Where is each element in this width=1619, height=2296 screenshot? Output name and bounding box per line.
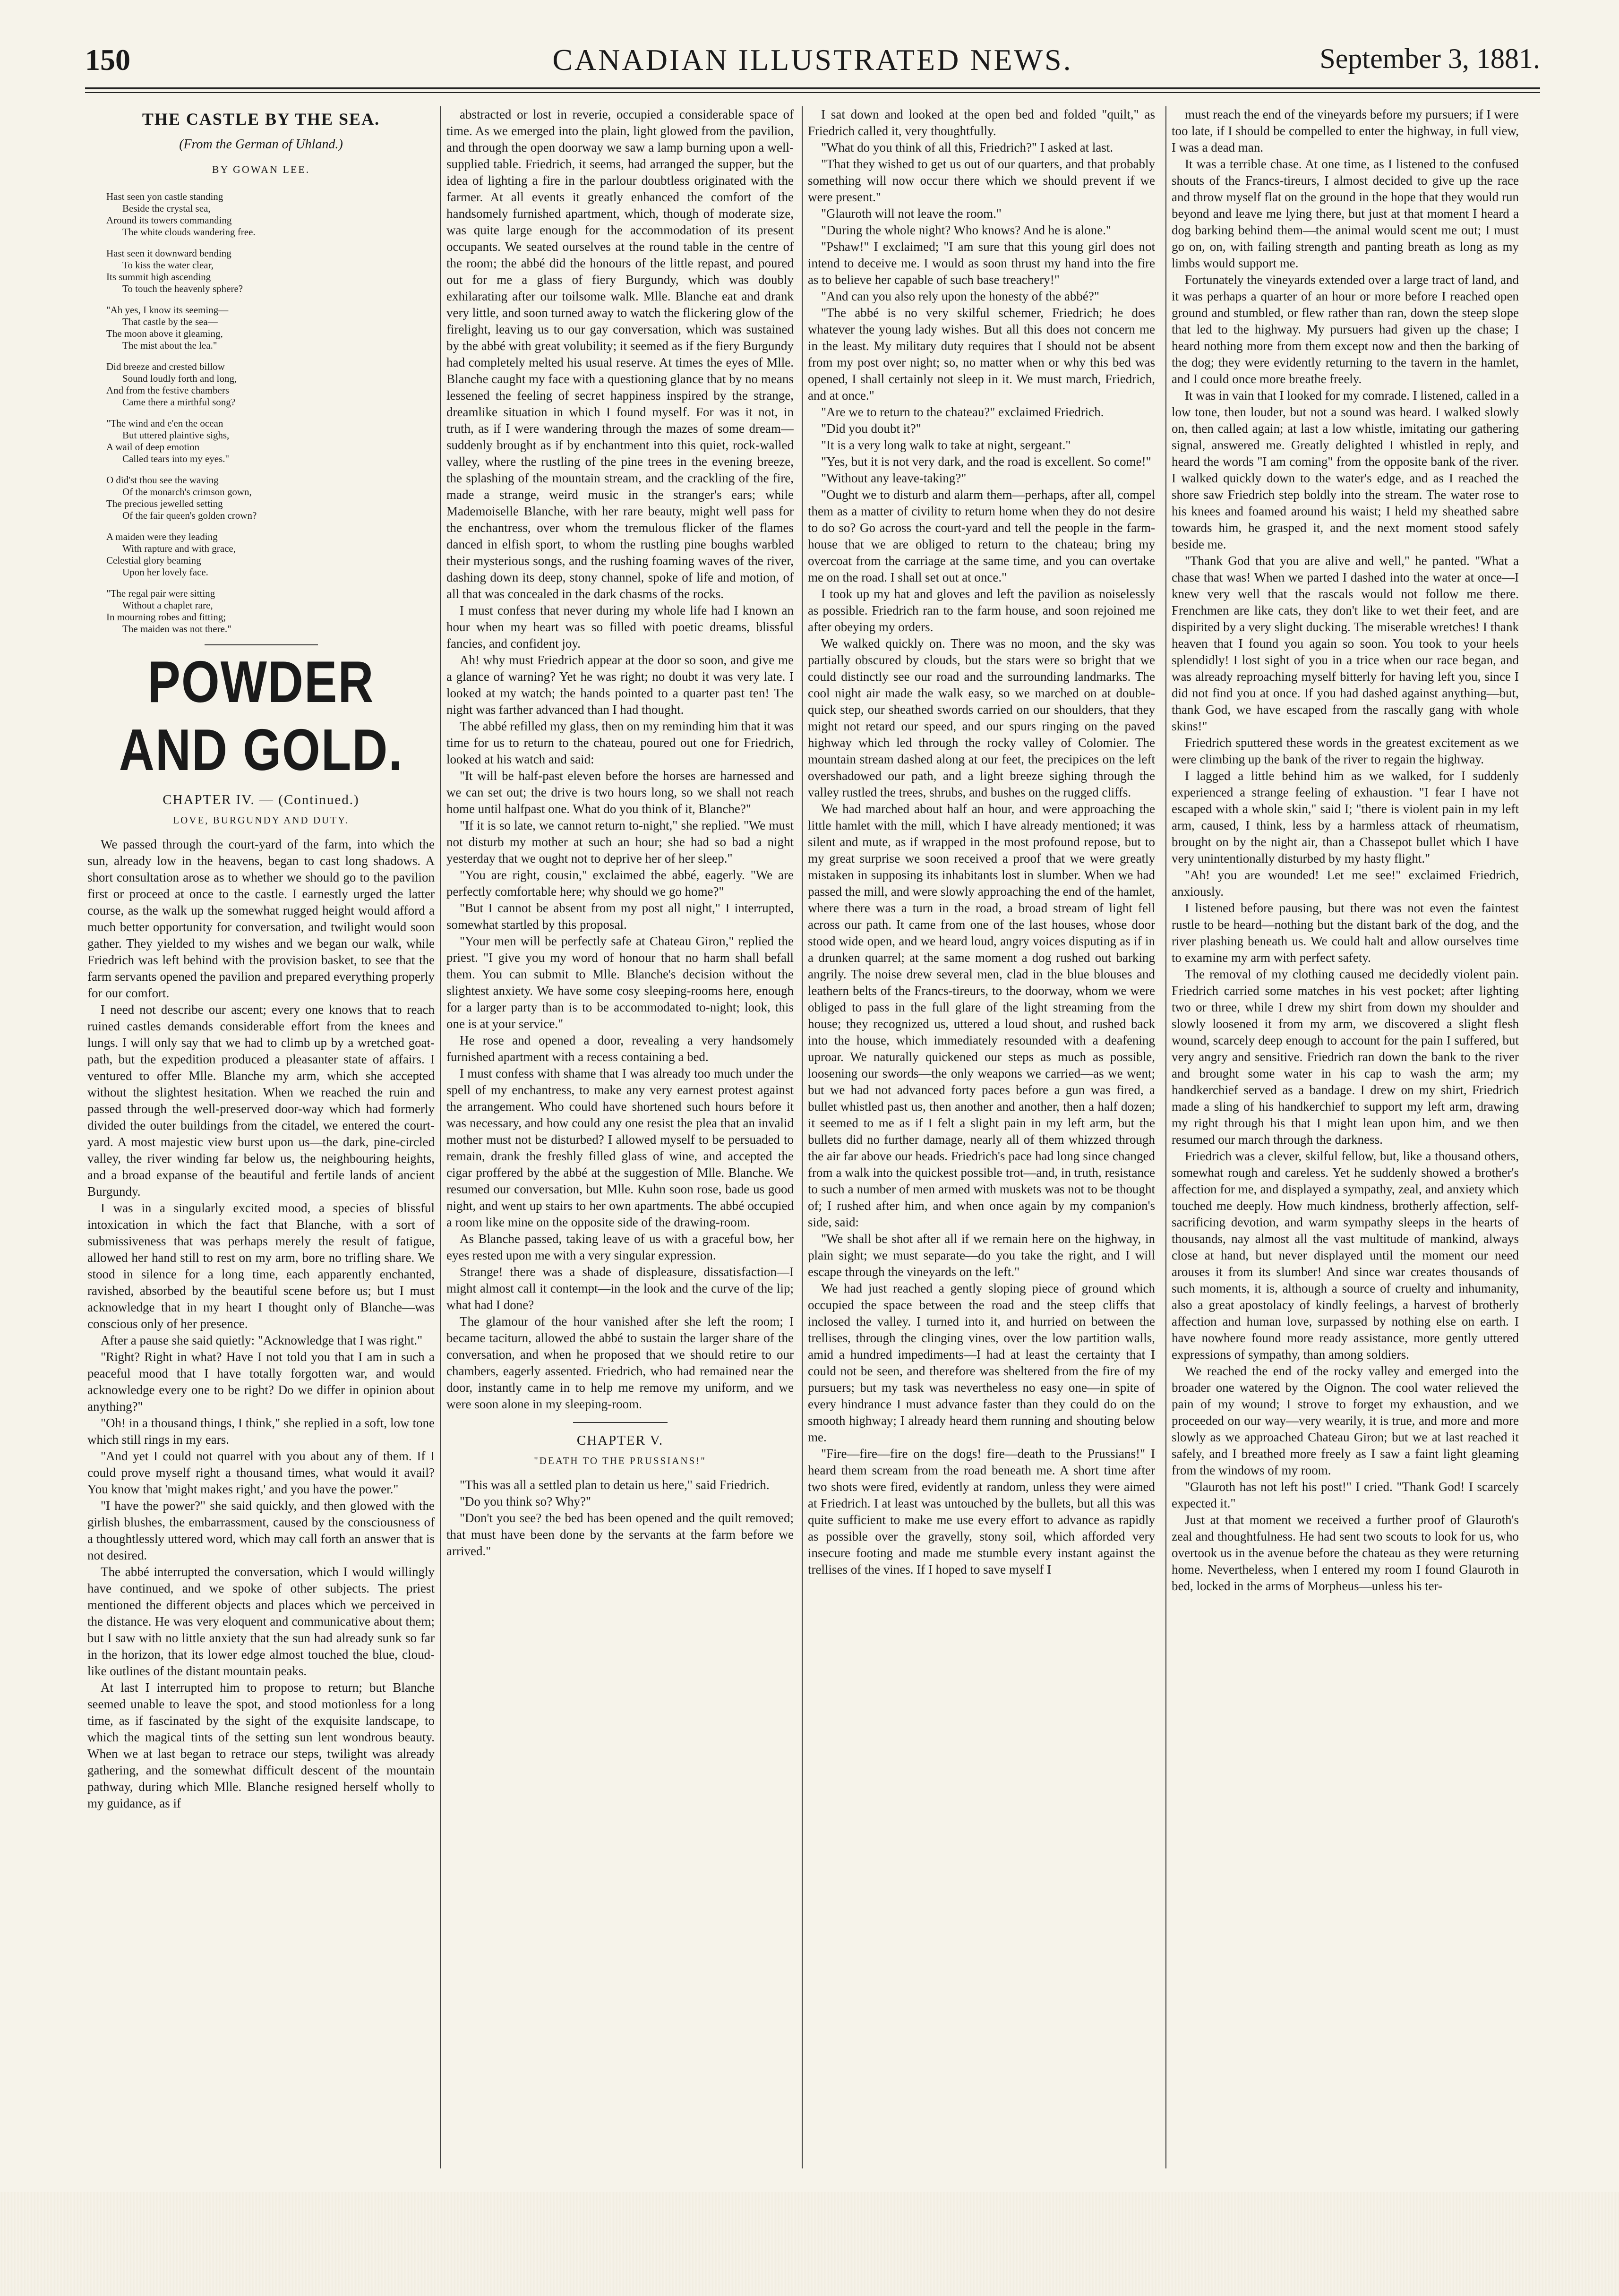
poem-stanza (87, 304, 435, 351)
column-divider (440, 106, 441, 2168)
paragraph: "Right? Right in what? Have I not told you that I am in such a peaceful mood that I have totally forgotten war, and would acknowledge every one to be right? Do we differ in opinion about anything?" (87, 1350, 435, 1414)
poem-line: And from the festive chambers (106, 385, 230, 396)
chapter-subtitle: LOVE, BURGUNDY AND DUTY. (173, 814, 349, 826)
poem-line: Upon her lovely face. (122, 566, 208, 578)
paragraph: "The abbé is no very skilful schemer, Friedrich; he does whatever the young lady wishes. But all this does not concern me in the least. My military duty requires that I should not be absent from my post over night; so, no matter when or why this bed was opened, I shall certainly not sleep in it. We must march, Friedrich, and at once." (808, 306, 1155, 403)
paragraph: "Fire—fire—fire on the dogs! fire—death to the Prussians!" I heard them scream from the road beneath me. A short time after two shots were fired, evidently at random, unless they were aimed at Friedrich. I at least was untouched by the bullets, but all this was quite sufficient to make me use every effort to advance as rapidly as possible over the gravelly, stony soil, which afforded very insecure footing and made me stumble every instant against the trellises of the vines. If I hoped to save myself I (808, 1447, 1155, 1576)
paragraph: "Do you think so? Why?" (460, 1494, 591, 1508)
paragraph: The glamour of the hour vanished after she left the room; I became taciturn, allowed the abbé to sustain the larger share of the conversation, and when he proposed that we should retire to our chambers, eagerly assented. Friedrich, who had remained near the door, instantly came in to help me remove my uniform, and we were soon alone in my sleeping-room. (446, 1314, 794, 1411)
story-title: POWDER AND GOLD. (119, 649, 403, 783)
paragraph: "You are right, cousin," exclaimed the abbé, eagerly. "We are perfectly comfortable here; why should we go home?" (446, 868, 794, 899)
poem-line: Hast seen yon castle standing (106, 191, 223, 202)
paragraph: I was in a singularly excited mood, a species of blissful intoxication in which the fact that Blanche, with a sort of submissiveness that was perhaps merely the result of fatigue, allowed her hand still to rest on my arm, bore no trifling share. We stood in silence for a long time, each apparently enchanted, ravished, absorbed by the beautiful scene before us; but I must acknowledge that in my heart I thought only of Blanche—was conscious only of her presence. (87, 1201, 435, 1331)
paragraph: "It is a very long walk to take at night, sergeant." (821, 438, 1071, 452)
paragraph: "But I cannot be absent from my post all night," I interrupted, somewhat startled by this proposal. (446, 901, 794, 932)
paragraph: We walked quickly on. There was no moon, and the sky was partially obscured by clouds, but the stars were so bright that we could distinctly see our road and the surrounding landmarks. The cool night air made the walk easy, so we marched on at double-quick step, our sheathed swords carried on our shoulders, that they might not retard our speed, and our spurs ringing on the paved highway which led through the rocky valley of Colomier. The mountain stream dashed along at our feet, the precipices on the left overshadowed our path, and a light breeze sighing through the valley rustled the trees, shrubs, and bushes on the rugged cliffs. (808, 636, 1155, 799)
column-2 (446, 106, 794, 2168)
paragraph: We reached the end of the rocky valley and emerged into the broader one watered by the Oignon. The cool water relieved the pain of my wound; I strove to forget my exhaustion, and we proceeded on our way—very wearily, it is true, and more and more slowly as we approached Chateau Giron; but we at last reached it safely, and I breathed more freely as I saw a faint light gleaming from the windows of my room. (1172, 1364, 1519, 1477)
paragraph: After a pause she said quietly: "Acknowledge that I was right." (101, 1333, 423, 1347)
poem-line: A maiden were they leading (106, 531, 218, 542)
poem-line: With rapture and with grace, (122, 543, 236, 554)
chapter-subtitle: "DEATH TO THE PRUSSIANS!" (534, 1455, 706, 1466)
page-number: 150 (85, 43, 130, 77)
paragraph: We passed through the court-yard of the farm, into which the sun, already low in the heavens, began to cast long shadows. A short consultation arose as to whether we should go to the pavilion first or proceed at once to the castle. I earnestly urged the latter course, as the walk up the somewhat rugged height would afford a much better opportunity for conversation, and twilight would soon gather. They yielded to my wishes and we began our walk, while Friedrich was left behind with the provision basket, to see that the farm servants opened the pavilion and prepared everything properly for our comfort. (87, 837, 435, 1000)
paragraph: We had marched about half an hour, and were approaching the little hamlet with the mill, which I have already mentioned; it was silent and mute, as if wrapped in the most profound repose, but to my great surprise we soon received a proof that we were greatly mistaken in supposing its inhabitants lost in slumber. When we had passed the mill, and were slowly approaching the end of the hamlet, where there was a turn in the road, a broad stream of light fell across our path. It came from one of the last houses, whose door stood wide open, and we heard loud, angry voices disputing as if in a drunken quarrel; at the same moment a dog rushed out barking angrily. The noise drew several men, clad in the blue blouses and leathern belts of the Francs-tireurs, to the doorway, whom we were obliged to pass in the full glare of the light streaming from the house; they recognized us, uttered a loud shout, and rushed back into the house, which immediately resounded with a deafening uproar. We naturally quickened our steps as much as possible, loosening our swords—the only weapons we carried—as we went; but we had not advanced forty paces before a gun was fired, a bullet whistled past us, then another and another, then a half dozen; it seemed to me as if I felt a slight pain in my left arm, but the bullets did no further damage, nearly all of them whizzed through the air far above our heads. Friedrich's pace had long since changed from a walk into the quickest possible trot—and, in truth, resistance to such a number of men armed with muskets was not to be thought of; I rushed after him, and when once again by my companion's side, said: (808, 802, 1155, 1229)
poem-stanza (87, 361, 435, 408)
poem-line: "The wind and e'en the ocean (106, 418, 223, 429)
paragraph: "And yet I could not quarrel with you about any of them. If I could prove myself right a thousand times, what would it avail? You know that 'might makes right,' and you have the power." (87, 1449, 435, 1496)
poem-line: Hast seen it downward bending (106, 248, 231, 259)
masthead-rule-thin (85, 92, 1540, 93)
section-divider (205, 644, 318, 645)
poem-stanza (87, 418, 435, 465)
poem-line: Its summit high ascending (106, 271, 211, 283)
paragraph: I lagged a little behind him as we walked, for I suddenly experienced a strange feeling of exhaustion. "I fear I have not escaped with a whole skin," said I; "there is violent pain in my left arm, caused, I think, less by a harmless attack of rheumatism, brought on by the night air, than a Chassepot bullet which I have very unintentionally disturbed by my hasty flight." (1172, 769, 1519, 865)
chapter-divider (573, 1422, 668, 1423)
paragraph: "Oh! in a thousand things, I think," she replied in a soft, low tone which still rings in my ears. (87, 1416, 435, 1447)
paragraph: "What do you think of all this, Friedrich?" I asked at last. (821, 140, 1114, 154)
paragraph: "Thank God that you are alive and well," he panted. "What a chase that was! When we parted I dashed into the water at once—I knew very well that the rascals would not follow me there. Frenchmen are like cats, they don't like to wet their feet, and are dispirited by a very slight ducking. The miserable wretches! I thank heaven that I found you again so soon. You took to your heels splendidly! I lost sight of you in a trice when our race began, and was already reproaching myself bitterly for having left you, since I did not find you at once. If you had dashed against anything—but, thank God, we have escaped from the rascally gang with whole skins!" (1172, 554, 1519, 733)
paragraph: "Your men will be perfectly safe at Chateau Giron," replied the priest. "I give you my word of honour that no harm shall befall them. You can submit to Mlle. Blanche's decision without the slightest anxiety. We have some cosy sleeping-rooms here, enough for a larger party than is to be accommodated to-night; look, this one is at your service." (446, 934, 794, 1031)
paragraph: "Pshaw!" I exclaimed; "I am sure that this young girl does not intend to deceive me. I would as soon thrust my hand into the fire as to believe her capable of such base treachery!" (808, 240, 1155, 287)
paragraph: I sat down and looked at the open bed and folded "quilt," as Friedrich called it, very thoughtfully. (808, 107, 1155, 138)
paragraph: "Without any leave-taking?" (821, 471, 967, 485)
chapter-heading: CHAPTER IV. — (Continued.) (163, 792, 360, 807)
paragraph: "During the whole night? Who knows? And he is alone." (821, 223, 1111, 237)
poem-source: (From the German of Uhland.) (179, 137, 343, 152)
paragraph: "It will be half-past eleven before the horses are harnessed and we can set out; the drive is two hours long, so we shall not reach home until halfpast one. What do you think of it, Blanche?" (446, 769, 794, 816)
column-2-body (446, 106, 794, 1559)
poem-line: Called tears into my eyes." (122, 453, 230, 464)
paragraph: "That they wished to get us out of our quarters, and that probably something will now occur there which we should prevent if we were present." (808, 157, 1155, 204)
paragraph: "Glauroth will not leave the room." (821, 206, 1002, 221)
poem-line: Around its towers commanding (106, 214, 232, 226)
paper-grain (0, 2192, 1619, 2296)
poem-line: Beside the crystal sea, (122, 203, 211, 214)
paragraph: It was a terrible chase. At one time, as I listened to the confused shouts of the Francs-tireurs, I almost decided to give up the race and throw myself flat on the ground in the hope that they would run beyond and leave me lying there, but just at that moment I heard a dog barking behind them—the animal would scent me out; I must go on, on, with failing strength and panting breath as long as my limbs would support me. (1172, 157, 1519, 270)
paragraph: I must confess with shame that I was already too much under the spell of my enchantress, to make any very earnest protest against the arrangement. Who could have shortened such hours before it was necessary, and how could any one resist the plea that an invalid mother must not be disturbed? I allowed myself to be persuaded to remain, drank the freshly filled glass of wine, and accepted the cigar proffered by the abbé at the suggestion of Mlle. Blanche. We resumed our conversation, but Mlle. Kuhn soon rose, bade us good night, and went up stairs to her own apartments. The abbé occupied a room like mine on the opposite side of the drawing-room. (446, 1066, 794, 1229)
paragraph: I must confess that never during my whole life had I known an hour when my heart was so filled with poetic dreams, blissful fancies, and confident joy. (446, 603, 794, 651)
paragraph: As Blanche passed, taking leave of us with a graceful bow, her eyes rested upon me with a very singular expression. (446, 1232, 794, 1262)
paragraph: Ah! why must Friedrich appear at the door so soon, and give me a glance of warning? Yet he was right; no doubt it was very late. I looked at my watch; the hands pointed to a quarter past ten! The night was farther advanced than I had thought. (446, 653, 794, 717)
paragraph: "And can you also rely upon the honesty of the abbé?" (821, 289, 1099, 303)
paragraph: abstracted or lost in reverie, occupied a considerable space of time. As we emerged into the plain, light glowed from the pavilion, and through the open doorway we saw a lamp burning upon a well-supplied table. Friedrich, it seems, had arranged the supper, but the idea of lighting a fire in the parlour doubtless originated with the farmer. At all events it greatly enhanced the comfort of the handsomely furnished apartment, which, though of moderate size, was quite large enough for the accommodation of its present occupants. We seated ourselves at the round table in the centre of the room; the abbé did the honours of the little repast, and poured out for me a glass of fiery Burgundy, which was doubly exhilarating after our toilsome walk. Mlle. Blanche eat and drank very little, and soon turned away to watch the flickering glow of the firelight, leaving us to our gay conversation, which was sustained by the abbé with great volubility; it seemed as if the fiery Burgundy had completely melted his usual reserve. At times the eyes of Mlle. Blanche caught my face with a questioning glance that by no means lessened the feeling of secret happiness inspired by the strange, dreamlike situation in which I found myself. For was it not, in truth, as if I were wandering through the mazes of some dream—suddenly brought as if by enchantment into this quiet, rock-walled valley, where the rustling of the pine trees in the evening breeze, the splashing of the mountain stream, and the crackling of the fire, made a strange, weird music in the stranger's ears; while Mademoiselle Blanche, with her rare beauty, might well pass for the enchantress, over whom the tremulous flicker of the flames danced in elfish sport, to whom the rustling pine boughs warbled their mysterious songs, and the rushing foaming waves of the river, dashing down its deep, stony channel, spoke of life and motion, of all that was concealed in the dark chasms of the rocks. (446, 107, 794, 601)
paragraph: "Glauroth has not left his post!" I cried. "Thank God! I scarcely expected it." (1172, 1480, 1519, 1510)
column-4 (1172, 106, 1519, 2168)
paragraph: The abbé interrupted the conversation, which I would willingly have continued, and we spoke of other subjects. The priest mentioned the different objects and places which we perceived in the distance. He was very eloquent and communicative about them; but I saw with no little anxiety that the sun had already sunk so far in the horizon, that its lower edge almost touched the blue, cloud-like outlines of the distant mountain peaks. (87, 1565, 435, 1678)
paragraph: "This was all a settled plan to detain us here," said Friedrich. (460, 1478, 770, 1492)
poem-line: "Ah yes, I know its seeming— (106, 304, 229, 316)
paragraph: I listened before pausing, but there was not even the faintest rustle to be heard—nothing but the distant bark of the dog, and the river plashing beneath us. We could halt and allow ourselves time to examine my arm with perfect safety. (1172, 901, 1519, 965)
poem-line: "The regal pair were sitting (106, 588, 215, 599)
column-1 (87, 106, 435, 2168)
poem-line: The moon above it gleaming, (106, 328, 223, 339)
poem-line: The precious jewelled setting (106, 498, 223, 509)
poem-line: The mist about the lea." (122, 340, 217, 351)
poem-line: To kiss the water clear, (122, 259, 214, 271)
poem-title: THE CASTLE BY THE SEA. (142, 110, 380, 129)
column-divider (1165, 106, 1166, 2168)
poem-line: Of the monarch's crimson gown, (122, 486, 252, 497)
poem-line: Celestial glory beaming (106, 555, 201, 566)
paragraph: The removal of my clothing caused me decidedly violent pain. Friedrich carried some matches in his vest pocket; after lighting two or three, while I drew my shirt from down my shoulder and slowly loosened it from my arm, we discovered a slight flesh wound, scarcely deep enough to account for the pain I suffered, but very angry and sensitive. Friedrich ran down the bank to the river and brought some water in his cap to wash the arm; my handkerchief served as a bandage. I drew on my shirt, Friedrich made a sling of his handkerchief to support my left arm, drawing my right through his that I might lean upon him, and we then resumed our march through the darkness. (1172, 967, 1519, 1147)
poem-line: The maiden was not there." (122, 623, 231, 634)
chapter-heading: CHAPTER V. (576, 1433, 664, 1448)
column-3-body (808, 106, 1155, 1578)
paragraph: "Are we to return to the chateau?" exclaimed Friedrich. (821, 405, 1104, 419)
paragraph: must reach the end of the vineyards before my pursuers; if I were too late, if I should be compelled to enter the highway, in full view, I was a dead man. (1172, 107, 1519, 154)
paragraph: "We shall be shot after all if we remain here on the highway, in plain sight; we must separate—do you take the right, and I will escape through the vineyards on the left." (808, 1232, 1155, 1279)
paragraph: We had just reached a gently sloping piece of ground which occupied the space between the road and the steep cliffs that inclosed the valley. I turned into it, and hurried on between the trellises, through the clinging vines, over the low partition walls, amid a hundred impediments—I had at least the certainty that I could not be seen, and therefore was sheltered from the fire of my pursuers; but my task was nevertheless no easy one—in spite of every hindrance I must advance faster than they could do on the smooth highway; I already heard them running and shouting below me. (808, 1281, 1155, 1444)
poem-line: In mourning robes and fitting; (106, 611, 226, 623)
poem-line: A wail of deep emotion (106, 441, 200, 453)
poem-stanza (87, 474, 435, 522)
paragraph: Strange! there was a shade of displeasure, dissatisfaction—I might almost call it contempt—in the look and the curve of the lip; what had I done? (446, 1265, 794, 1312)
poem-line: That castle by the sea— (122, 316, 218, 327)
poem-stanza (87, 191, 435, 238)
column-3 (808, 106, 1155, 2168)
paragraph: "I have the power?" she said quickly, and then glowed with the girlish blushes, the embarrassment, caused by the consciousness of a thoughtlessly uttered word, which may call forth an answer that is not desired. (87, 1499, 435, 1562)
poem-stanza (87, 531, 435, 578)
paragraph: He rose and opened a door, revealing a very handsomely furnished apartment with a recess containing a bed. (446, 1033, 794, 1064)
poem-line: The white clouds wandering free. (122, 226, 256, 238)
issue-date: September 3, 1881. (1319, 43, 1540, 74)
poem-line: Of the fair queen's golden crown? (122, 510, 257, 521)
paragraph: Friedrich sputtered these words in the greatest excitement as we were climbing up the bank of the river to regain the highway. (1172, 736, 1519, 766)
paragraph: "Ought we to disturb and alarm them—perhaps, after all, compel them as a matter of civility to return home when they do not desire to do so? Go across the court-yard and tell the people in the farm-house that we are obliged to return to the chateau; bring my overcoat from the carriage at the same time, and you can overtake me on the road. I shall set out at once." (808, 488, 1155, 584)
paragraph: I took up my hat and gloves and left the pavilion as noiselessly as possible. Friedrich ran to the farm house, and soon rejoined me after obeying my orders. (808, 587, 1155, 634)
poem-line: But uttered plaintive sighs, (122, 429, 230, 441)
paragraph: "Yes, but it is not very dark, and the road is excellent. So come!" (821, 454, 1151, 469)
column-4-body (1172, 106, 1519, 1594)
paragraph: Friedrich was a clever, skilful fellow, but, like a thousand others, somewhat rough and careless. Yet he suddenly showed a brother's affection for me, and displayed a sympathy, zeal, and anxiety which touched me deeply. How much kindness, brotherly affection, self-sacrificing devotion, and warm sympathy sleeps in the hearts of thousands, nay almost all the vast multitude of mankind, always close at hand, but never displayed until the moment our need arouses it from its slumber! And since war creates thousands of such moments, it is, although a source of cruelty and inhumanity, also a great apostolacy of kindly feelings, a harvest of brotherly affection and human love, surpassed by nothing else on earth. I have nowhere found more ready assistance, more gently uttered expressions of sympathy, than among soldiers. (1172, 1149, 1519, 1362)
paragraph: I need not describe our ascent; every one knows that to reach ruined castles demands considerable effort from the knees and lungs. I will only say that we had to climb up by a wretched goat-path, but the expedition produced a pleasanter state of affairs. I ventured to offer Mlle. Blanche my arm, which she accepted without the slightest hesitation. When we reached the ruin and passed through the well-preserved door-way which had formerly divided the outer buildings from the citadel, we entered the court-yard. A most majestic view burst upon us—the dark, pine-circled valley, the river winding far below us, the neighbouring heights, and a broad expanse of the beautiful and fertile lands of ancient Burgundy. (87, 1002, 435, 1199)
poem-line: To touch the heavenly sphere? (122, 283, 243, 294)
poem-line: Without a chaplet rare, (122, 600, 213, 611)
paragraph: The abbé refilled my glass, then on my reminding him that it was time for us to return to the chateau, poured out one for Friedrich, looked at his watch and said: (446, 719, 794, 766)
poem-stanzas (87, 191, 435, 635)
paragraph: "Don't you see? the bed has been opened and the quilt removed; that must have been done by the servants at the farm before we arrived." (446, 1511, 794, 1558)
poem-line: Did breeze and crested billow (106, 361, 225, 372)
paragraph: "Ah! you are wounded! Let me see!" exclaimed Friedrich, anxiously. (1172, 868, 1519, 899)
paragraph: Fortunately the vineyards extended over a large tract of land, and it was perhaps a quarter of an hour or more before I reached open ground and stumbled, or flew rather than ran, down the steep slope that led to the highway. My pursuers had given up the chase; I heard nothing more from them except now and then the barking of the dog; they were evidently returning to the tavern in the hamlet, and I could once more breathe freely. (1172, 273, 1519, 386)
column-divider (802, 106, 803, 2168)
poem-stanza (87, 248, 435, 295)
poem-line: Came there a mirthful song? (122, 396, 236, 408)
paragraph: It was in vain that I looked for my comrade. I listened, called in a low tone, then louder, but not a sound was heard. I walked slowly on, then called again; at last a low whistle, imitating our gathering signal, answered me. Greatly delighted I whistled in reply, and heard the words "I am coming" from the opposite bank of the river. I walked quickly down to the water's edge, and as I reached the shore saw Friedrich step boldly into the stream. The water rose to his knees and foamed around his waist; I held my sheathed sabre towards him, he grasped it, and the next moment stood safely beside me. (1172, 388, 1519, 551)
poem-author: BY GOWAN LEE. (212, 163, 310, 175)
paragraph: At last I interrupted him to propose to return; but Blanche seemed unable to leave the spot, and stood motionless for a long time, as if fascinated by the sight of the exquisite landscape, to which the magical tints of the setting sun lent wondrous beauty. When we at last began to retrace our steps, twilight was already gathering, and the somewhat difficult descent of the mountain pathway, during which Mlle. Blanche resigned herself wholly to my guidance, as if (87, 1680, 435, 1810)
paragraph: "Did you doubt it?" (821, 421, 921, 436)
masthead (85, 43, 1540, 85)
paragraph: "If it is so late, we cannot return to-night," she replied. "We must not disturb my mother at such an hour; she had so bad a night yesterday that we ought not to deprive her of her sleep." (446, 818, 794, 865)
poem-stanza (87, 588, 435, 635)
paragraph: Just at that moment we received a further proof of Glauroth's zeal and thoughtfulness. He had sent two scouts to look for us, who overtook us in the avenue before the chateau as they were returning home. Nevertheless, when I entered my room I found Glauroth in bed, locked in the arms of Morpheus—unless his ter- (1172, 1513, 1519, 1593)
column-1-body (87, 836, 435, 1812)
masthead-rule (85, 87, 1540, 89)
newspaper-title: CANADIAN ILLUSTRATED NEWS. (552, 43, 1073, 77)
poem-line: Sound loudly forth and long, (122, 373, 237, 384)
poem-line: O did'st thou see the waving (106, 474, 219, 486)
